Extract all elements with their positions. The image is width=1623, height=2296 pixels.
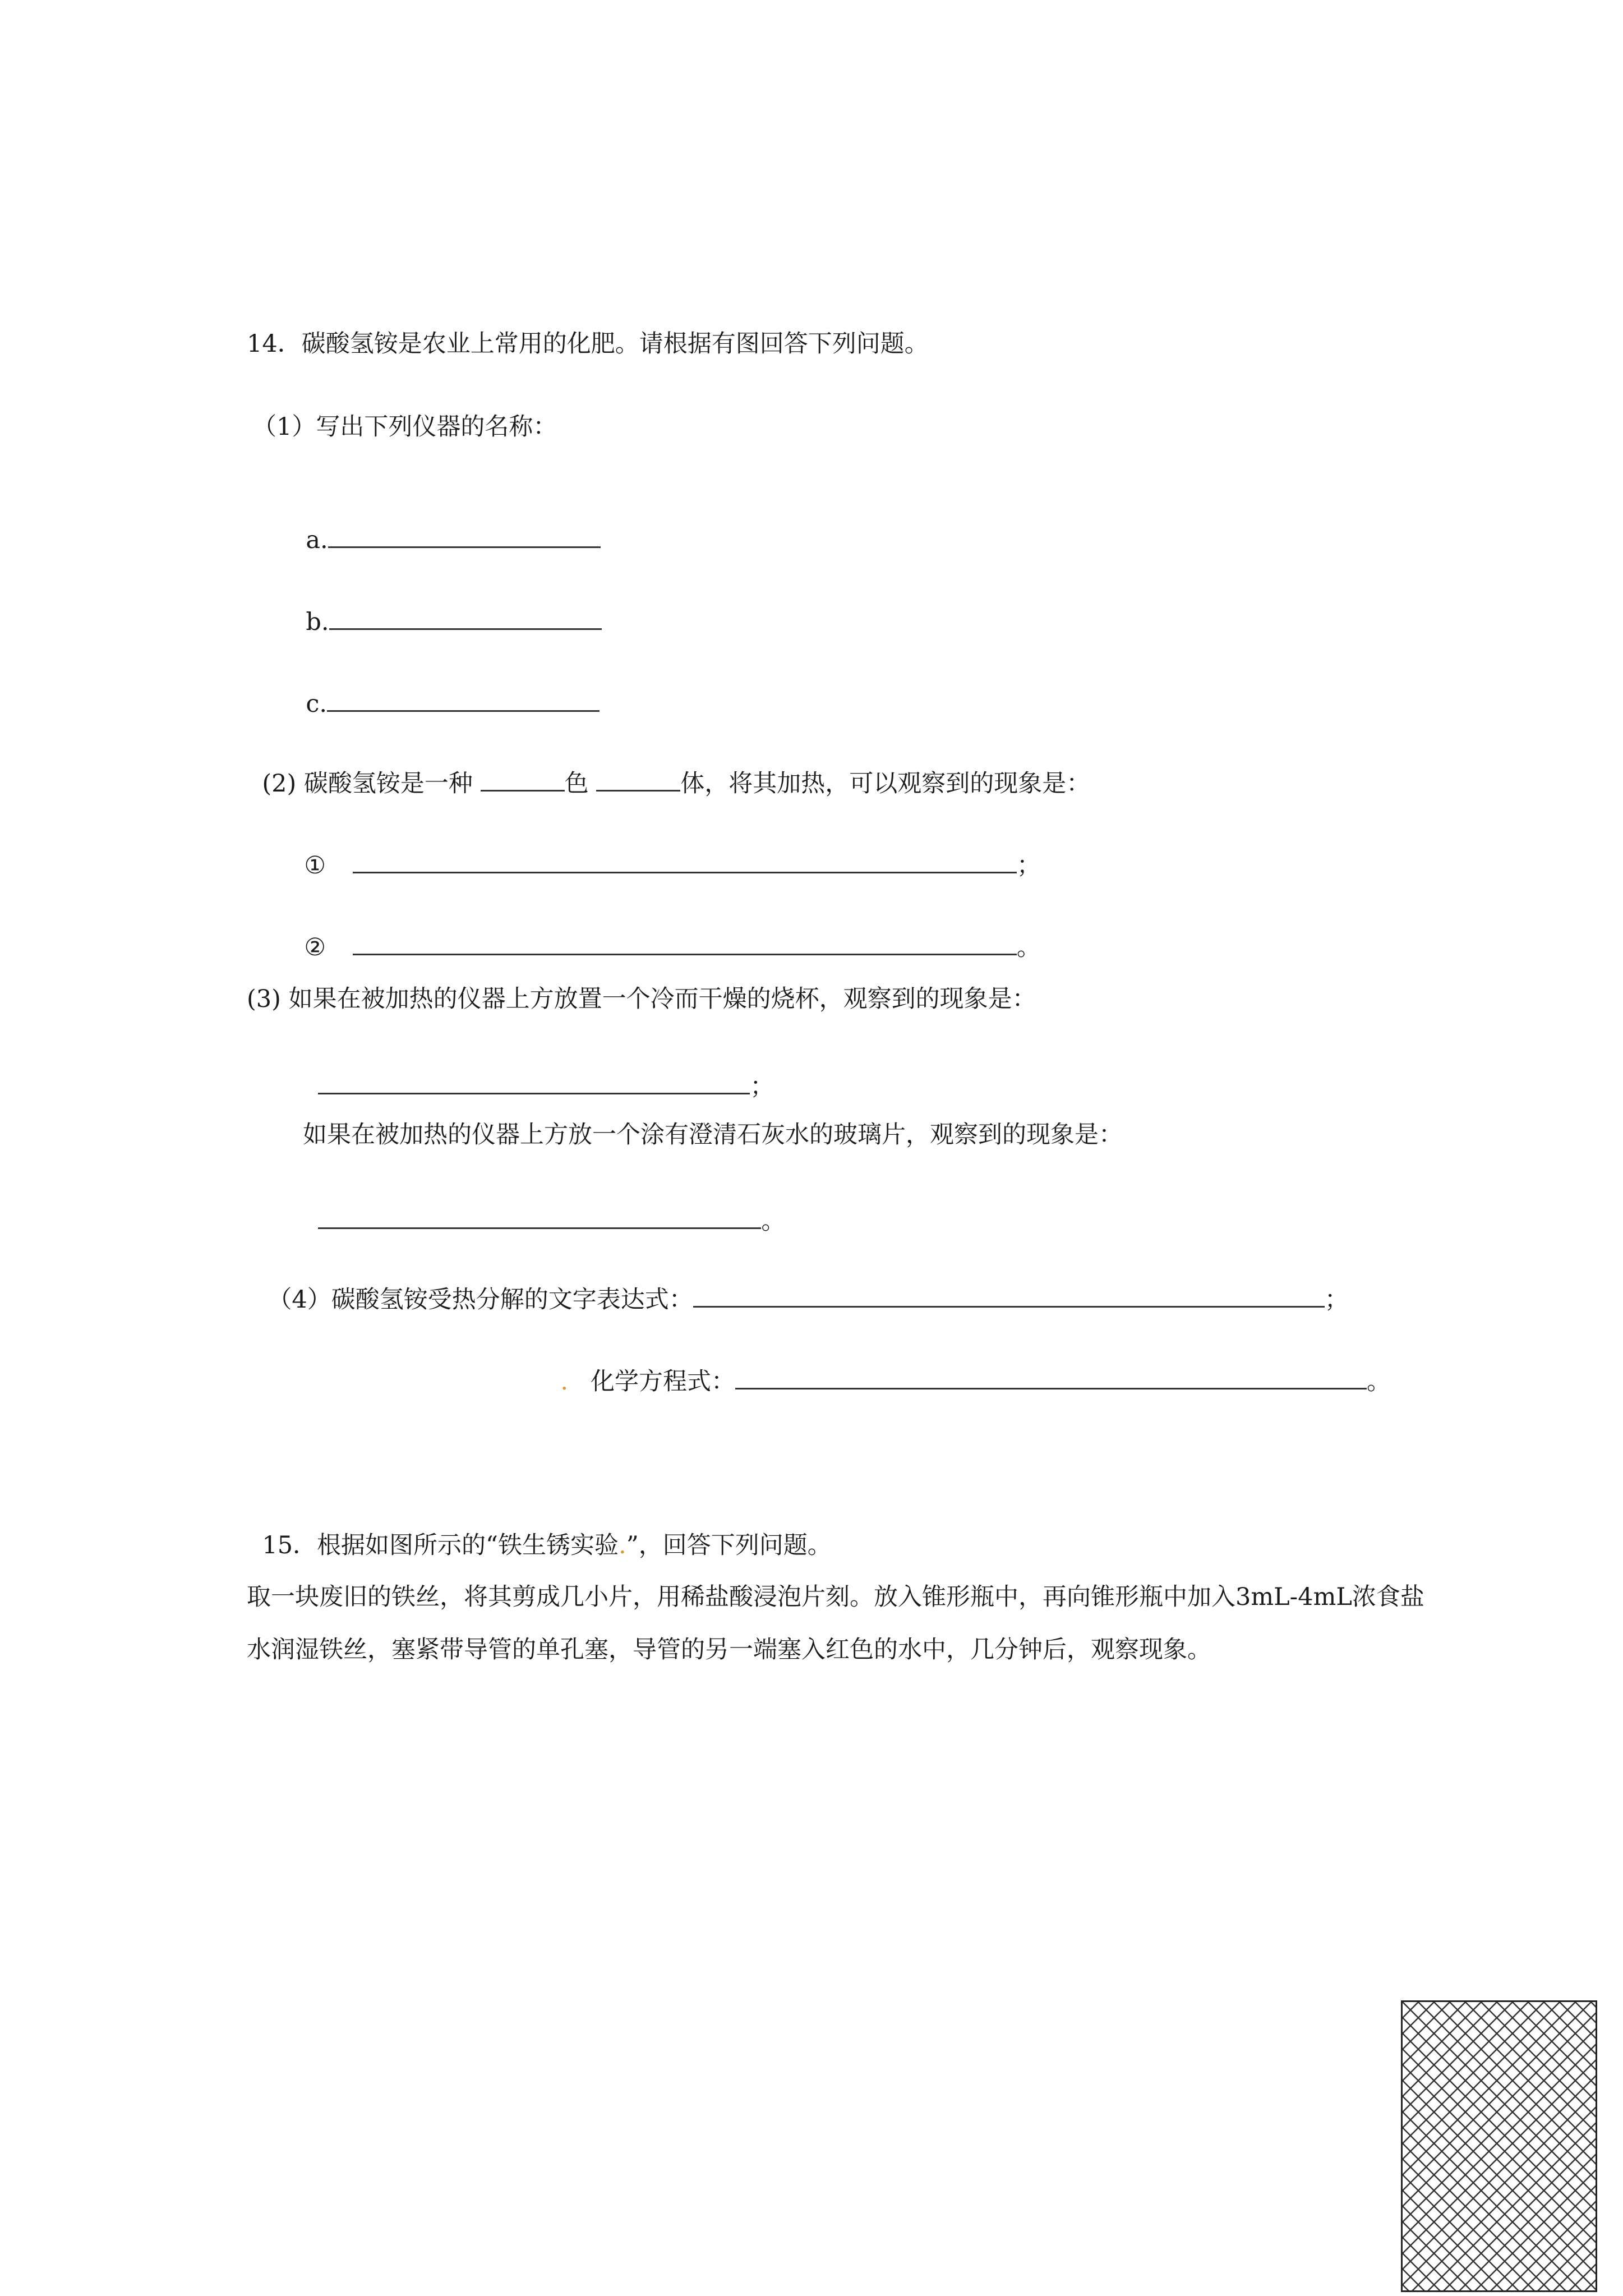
answer-blank-b[interactable] (329, 628, 602, 630)
q14-part3: (3) 如果在被加热的仪器上方放置一个冷而干燥的烧杯，观察到的现象是： (247, 985, 1036, 1013)
q14-part2 (247, 740, 1090, 798)
item-b-label: b. (306, 608, 329, 636)
part2-text-3: 体，将其加热，可以观察到的现象是： (680, 769, 1091, 798)
answer-blank-a[interactable] (328, 546, 601, 548)
q15-title-part1: 15．根据如图所示的“铁生锈实验 (262, 1531, 619, 1559)
q14-part1: （1）写出下列仪器的名称： (252, 413, 557, 441)
answer-blank-limewater[interactable] (318, 1227, 761, 1229)
circle-number-2: ② (304, 933, 326, 961)
period: 。 (761, 1207, 786, 1235)
answer-blank-beaker[interactable] (318, 1092, 750, 1094)
semicolon: ； (750, 1072, 774, 1101)
period: 。 (1016, 933, 1041, 961)
crosshatch-figure (1401, 2000, 1597, 2292)
period: 。 (1367, 1367, 1391, 1396)
q15-body: 取一块废旧的铁丝，将其剪成几小片，用稀盐酸浸泡片刻。放入锥形瓶中，再向锥形瓶中加入3mL-4mL浓食盐水润湿铁丝，塞紧带导管的单孔塞，导管的另一端塞入红色的水中，几分钟后，观察现象。 (247, 1583, 1424, 1664)
item-a-label: a. (306, 526, 328, 554)
crosshatch-pattern-icon (1403, 2002, 1597, 2292)
answer-blank-color[interactable] (481, 789, 565, 792)
q14-part4-b (545, 1338, 1391, 1396)
orange-mark: . (560, 1367, 569, 1396)
q14-item-b (291, 579, 602, 637)
q14-observation-2 (289, 904, 1041, 962)
q14-observation-1 (289, 822, 1041, 880)
part2-text-2: 色 (564, 769, 597, 798)
answer-blank-c[interactable] (327, 710, 600, 712)
answer-blank-obs2[interactable] (353, 953, 1017, 955)
q14-title: 14．碳酸氢铵是农业上常用的化肥。请根据有图回答下列问题。 (247, 330, 929, 358)
answer-blank-state[interactable] (596, 789, 680, 792)
q14-part3-answer1 (303, 1043, 774, 1101)
q14-part4 (252, 1257, 1349, 1314)
q14-part3-answer2 (303, 1178, 785, 1236)
semicolon: ； (1016, 851, 1041, 880)
part4-label: （4）碳酸氢铵受热分解的文字表达式： (268, 1285, 693, 1314)
semicolon: ； (1324, 1285, 1349, 1314)
orange-mark: . (619, 1531, 626, 1559)
q15-title-part2: ”，回答下列问题。 (626, 1531, 832, 1559)
part4-b-label: 化学方程式： (591, 1367, 736, 1396)
answer-blank-chemical-equation[interactable] (735, 1387, 1367, 1389)
part2-text-1: (2) 碳酸氢铵是一种 (262, 769, 481, 798)
item-c-label: c. (306, 689, 328, 718)
q14-part3-b: 如果在被加热的仪器上方放一个涂有澄清石灰水的玻璃片，观察到的现象是： (303, 1121, 1123, 1149)
answer-blank-word-equation[interactable] (693, 1305, 1325, 1308)
q15-title (247, 1502, 832, 1560)
circle-number-1: ① (304, 851, 326, 880)
q14-item-a (291, 497, 601, 555)
answer-blank-obs1[interactable] (353, 871, 1017, 873)
q14-item-c (291, 661, 600, 719)
